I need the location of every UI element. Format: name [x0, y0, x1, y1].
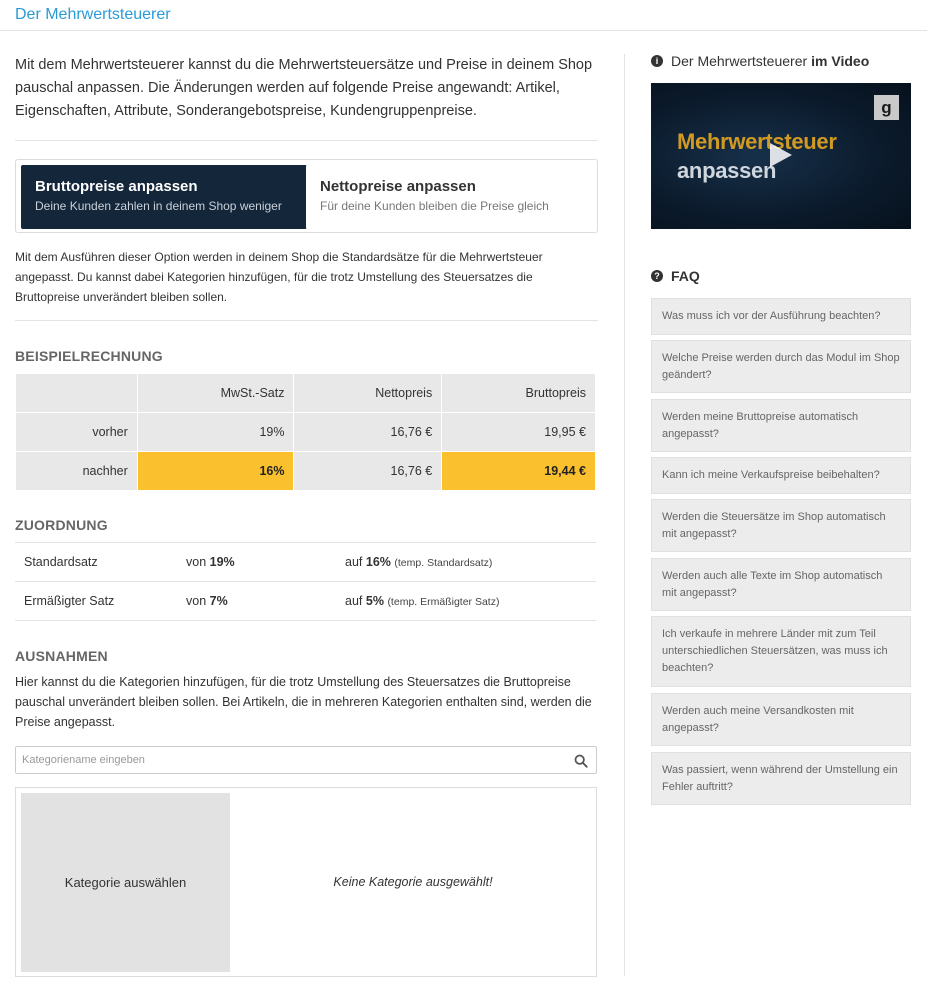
- video-title-line2: anpassen: [677, 158, 777, 183]
- to-value: 5%: [365, 594, 384, 608]
- rate-from: [177, 582, 336, 621]
- example-table: [15, 373, 596, 491]
- to-note: (temp. Standardsatz): [394, 557, 493, 569]
- info-icon: i: [651, 55, 663, 67]
- gross-cell: 19,95 €: [442, 413, 596, 452]
- to-prefix: auf: [345, 555, 363, 569]
- faq-item[interactable]: Welche Preise werden durch das Modul im Shop geändert?: [651, 340, 911, 393]
- mode-toggle: [15, 159, 598, 233]
- table-header-row: [16, 374, 596, 413]
- select-category-button[interactable]: Kategorie auswählen: [21, 793, 230, 972]
- category-search: [15, 746, 597, 774]
- from-value: 19%: [209, 555, 235, 569]
- video-thumbnail[interactable]: [651, 83, 911, 229]
- search-icon[interactable]: [574, 754, 588, 768]
- video-heading: [651, 53, 869, 69]
- net-cell: 16,76 €: [294, 452, 442, 491]
- video-heading-text: Der Mehrwertsteuerer: [671, 53, 808, 69]
- option-net-title: Nettopreise anpassen: [320, 178, 476, 195]
- intro-text: Mit dem Mehrwertsteuerer kannst du die Mehrwertsteuersätze und Preise in deinem Shop pauschal anpassen. Die Änderungen werden auf folgende Preise angewandt: Artikel, Eigenschaften, Attribute, Sonderangebotspreise, Kundengruppenpreise.: [15, 57, 593, 119]
- column-divider: [624, 54, 625, 976]
- video-heading-bold: im Video: [811, 53, 870, 69]
- faq-item[interactable]: Werden auch alle Texte im Shop automatisch mit angepasst?: [651, 558, 911, 611]
- divider: [15, 320, 598, 321]
- example-heading: BEISPIELRECHNUNG: [15, 348, 163, 364]
- faq-item[interactable]: Werden meine Bruttopreise automatisch angepasst?: [651, 399, 911, 452]
- to-prefix: auf: [345, 594, 363, 608]
- option-gross-prices[interactable]: [21, 165, 307, 229]
- from-prefix: von: [186, 594, 207, 608]
- exceptions-text: Hier kannst du die Kategorien hinzufügen, für die trotz Umstellung des Steuersatzes die Bruttopreise pauschal unverändert bleiben sollen. Bei Artikeln, die in mehreren Kategorien enthalten sind, werden die Preise angepasst.: [15, 675, 592, 729]
- table-row: [15, 543, 596, 582]
- brand-logo: g: [874, 95, 899, 120]
- option-description: Mit dem Ausführen dieser Option werden in deinem Shop die Standardsätze für die Mehrwertsteuer angepasst. Du kannst dabei Kategorien hinzufügen, für die trotz Umstellung des Steuersatzes die Bruttopreise unverändert bleiben sollen.: [15, 250, 543, 304]
- net-cell: 16,76 €: [294, 413, 442, 452]
- video-title-line1: Mehrwertsteuer: [677, 129, 837, 154]
- option-net-subtitle: Für deine Kunden bleiben die Preise gleich: [320, 199, 549, 213]
- option-gross-title: Bruttopreise anpassen: [35, 178, 198, 195]
- rate-from: [177, 543, 336, 582]
- faq-item[interactable]: Was passiert, wenn während der Umstellung ein Fehler auftritt?: [651, 752, 911, 805]
- exceptions-heading: AUSNAHMEN: [15, 648, 108, 664]
- question-icon: ?: [651, 270, 663, 282]
- page-title: Der Mehrwertsteuerer: [15, 6, 171, 23]
- table-row: [15, 582, 596, 621]
- assignment-table: [15, 542, 596, 621]
- table-header: Bruttopreis: [442, 374, 596, 413]
- table-header: Nettopreis: [294, 374, 442, 413]
- rate-name: Standardsatz: [15, 543, 177, 582]
- faq-item[interactable]: Was muss ich vor der Ausführung beachten?: [651, 298, 911, 335]
- table-row: [16, 413, 596, 452]
- table-header: [16, 374, 138, 413]
- faq-heading-text: FAQ: [671, 268, 700, 284]
- faq-item[interactable]: Werden die Steuersätze im Shop automatisch mit angepasst?: [651, 499, 911, 552]
- row-label: vorher: [16, 413, 138, 452]
- divider: [15, 140, 598, 141]
- empty-category-message: Keine Kategorie ausgewählt!: [333, 875, 493, 889]
- gross-cell-highlighted: 19,44 €: [442, 452, 596, 491]
- to-value: 16%: [365, 555, 391, 569]
- option-net-prices[interactable]: [306, 165, 592, 229]
- play-icon[interactable]: [770, 143, 792, 167]
- rate-to: [336, 543, 596, 582]
- option-gross-subtitle: Deine Kunden zahlen in deinem Shop weniger: [35, 199, 282, 213]
- category-search-input[interactable]: [16, 747, 566, 773]
- row-label: nachher: [16, 452, 138, 491]
- table-header: MwSt.-Satz: [137, 374, 294, 413]
- table-row: [16, 452, 596, 491]
- faq-item[interactable]: Ich verkaufe in mehrere Länder mit zum Teil unterschiedlichen Steuersätzen, was muss ich beachten?: [651, 616, 911, 687]
- vat-cell-highlighted: 16%: [137, 452, 294, 491]
- rate-to: [336, 582, 596, 621]
- faq-item[interactable]: Werden auch meine Versandkosten mit angepasst?: [651, 693, 911, 746]
- from-prefix: von: [186, 555, 207, 569]
- vat-cell: 19%: [137, 413, 294, 452]
- from-value: 7%: [209, 594, 228, 608]
- rate-name: Ermäßigter Satz: [15, 582, 177, 621]
- assignment-heading: ZUORDNUNG: [15, 517, 108, 533]
- faq-item[interactable]: Kann ich meine Verkaufspreise beibehalten?: [651, 457, 911, 494]
- category-selection-box: [15, 787, 597, 977]
- faq-heading: [651, 268, 700, 284]
- to-note: (temp. Ermäßigter Satz): [387, 596, 500, 608]
- top-bar: [0, 0, 927, 31]
